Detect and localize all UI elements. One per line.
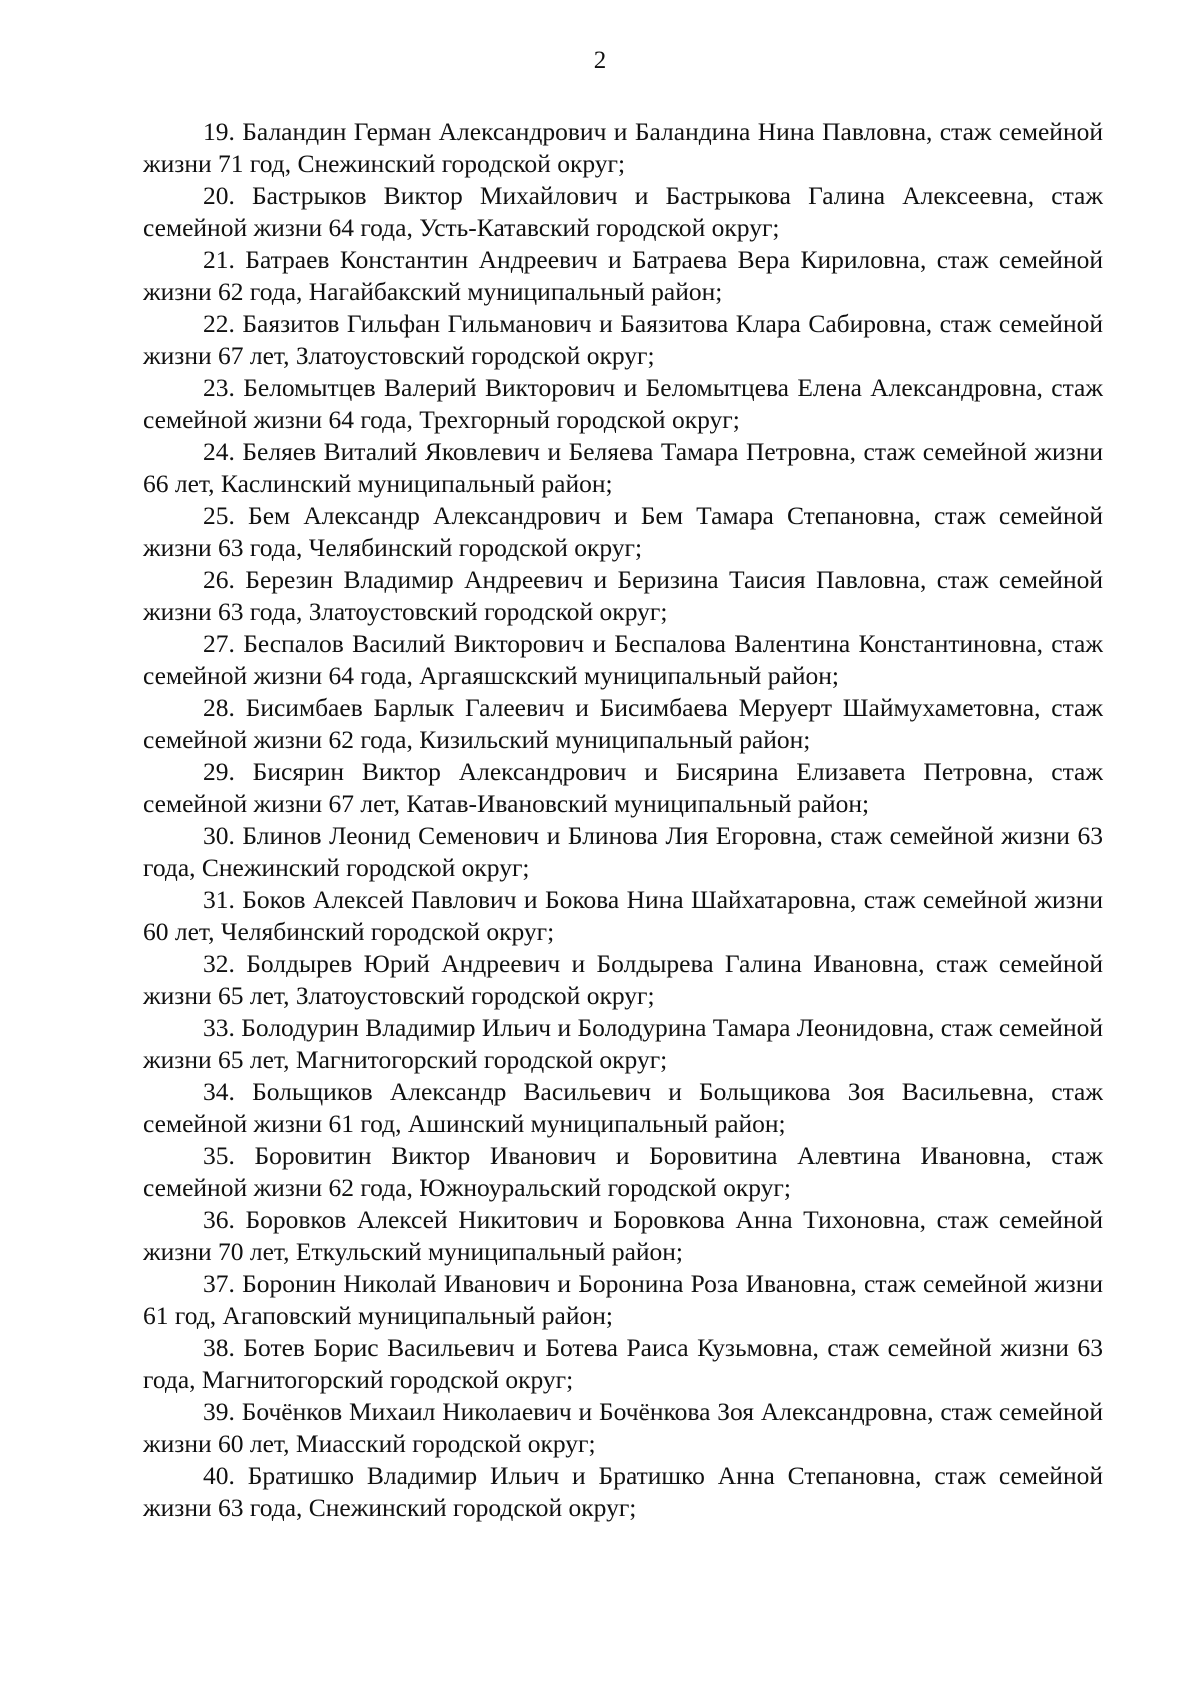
page-number: 2 <box>593 47 607 74</box>
list-item: 34. Больщиков Александр Васильевич и Больщикова Зоя Васильевна, стаж семейной жизни 61 год, Ашинский муниципальный район; <box>143 1077 1103 1138</box>
list-item: 24. Беляев Виталий Яковлевич и Беляева Тамара Петровна, стаж семейной жизни 66 лет, Каслинский муниципальный район; <box>143 437 1103 498</box>
list-item: 33. Болодурин Владимир Ильич и Болодурина Тамара Леонидовна, стаж семейной жизни 65 лет, Магнитогорский городской округ; <box>143 1013 1103 1074</box>
list-item: 40. Братишко Владимир Ильич и Братишко Анна Степановна, стаж семейной жизни 63 года, Снежинский городской округ; <box>143 1461 1103 1522</box>
list-item: 20. Бастрыков Виктор Михайлович и Бастрыкова Галина Алексеевна, стаж семейной жизни 64 года, Усть-Катавский городской округ; <box>143 181 1103 242</box>
list-item: 37. Боронин Николай Иванович и Боронина Роза Ивановна, стаж семейной жизни 61 год, Агаповский муниципальный район; <box>143 1269 1103 1330</box>
list-item: 26. Березин Владимир Андреевич и Беризина Таисия Павловна, стаж семейной жизни 63 года, Златоустовский городской округ; <box>143 565 1103 626</box>
list-item: 35. Боровитин Виктор Иванович и Боровитина Алевтина Ивановна, стаж семейной жизни 62 года, Южноуральский городской округ; <box>143 1141 1103 1202</box>
list-item: 29. Бисярин Виктор Александрович и Бисярина Елизавета Петровна, стаж семейной жизни 67 лет, Катав-Ивановский муниципальный район; <box>143 757 1103 818</box>
list-item: 28. Бисимбаев Барлык Галеевич и Бисимбаева Меруерт Шаймухаметовна, стаж семейной жизни 62 года, Кизильский муниципальный район; <box>143 693 1103 754</box>
list-item: 25. Бем Александр Александрович и Бем Тамара Степановна, стаж семейной жизни 63 года, Челябинский городской округ; <box>143 501 1103 562</box>
list-item: 22. Баязитов Гильфан Гильманович и Баязитова Клара Сабировна, стаж семейной жизни 67 лет, Златоустовский городской округ; <box>143 309 1103 370</box>
list-item: 19. Баландин Герман Александрович и Баландина Нина Павловна, стаж семейной жизни 71 год, Снежинский городской округ; <box>143 117 1103 178</box>
list-item: 21. Батраев Константин Андреевич и Батраева Вера Кириловна, стаж семейной жизни 62 года, Нагайбакский муниципальный район; <box>143 245 1103 306</box>
list-item: 27. Беспалов Василий Викторович и Беспалова Валентина Константиновна, стаж семейной жизни 64 года, Аргаяшскский муниципальный район; <box>143 629 1103 690</box>
list-item: 31. Боков Алексей Павлович и Бокова Нина Шайхатаровна, стаж семейной жизни 60 лет, Челябинский городской округ; <box>143 885 1103 946</box>
list-item: 39. Бочёнков Михаил Николаевич и Бочёнкова Зоя Александровна, стаж семейной жизни 60 лет, Миасский городской округ; <box>143 1397 1103 1458</box>
list-item: 23. Беломытцев Валерий Викторович и Беломытцева Елена Александровна, стаж семейной жизни 64 года, Трехгорный городской округ; <box>143 373 1103 434</box>
list-item: 30. Блинов Леонид Семенович и Блинова Лия Егоровна, стаж семейной жизни 63 года, Снежинский городской округ; <box>143 821 1103 882</box>
list-item: 38. Ботев Борис Васильевич и Ботева Раиса Кузьмовна, стаж семейной жизни 63 года, Магнитогорский городской округ; <box>143 1333 1103 1394</box>
list-item: 36. Боровков Алексей Никитович и Боровкова Анна Тихоновна, стаж семейной жизни 70 лет, Еткульский муниципальный район; <box>143 1205 1103 1266</box>
document-body <box>143 116 1103 1524</box>
list-item: 32. Болдырев Юрий Андреевич и Болдырева Галина Ивановна, стаж семейной жизни 65 лет, Златоустовский городской округ; <box>143 949 1103 1010</box>
